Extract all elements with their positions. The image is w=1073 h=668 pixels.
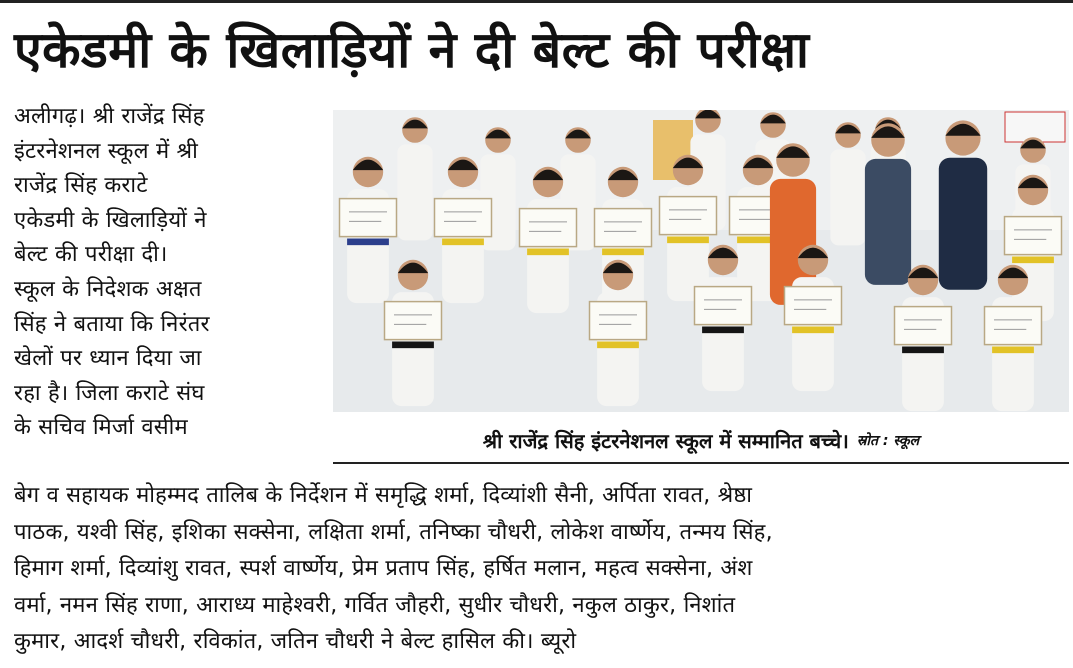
top-rule [0,0,1073,3]
group-photo [333,110,1069,412]
person-body [397,144,432,240]
person-body [939,158,987,290]
certificate [340,199,397,237]
certificate [985,307,1042,345]
belt [442,239,484,246]
body-text [14,478,1064,661]
belt [702,327,744,334]
belt [527,249,569,256]
group-photo-illustration [333,110,1069,412]
intro-line: स्कूल के निदेशक अक्षत [14,276,202,302]
person-body [865,159,911,285]
certificate [595,209,652,247]
intro-line: अलीगढ़। श्री राजेंद्र सिंह [14,104,205,129]
body-line: पाठक, यश्वी सिंह, इशिका सक्सेना, लक्षिता शर्मा, तनिष्का चौधरी, लोकेश वार्ष्णेय, तन्मय सिंह, [14,519,773,545]
intro-line: खेलों पर ध्यान दिया जा [14,346,202,372]
intro-line: एकेडमी के खिलाड़ियों ने [14,207,207,233]
intro-line: के सचिव मिर्जा वसीम [14,415,188,441]
certificate [435,199,492,237]
intro-line: बेल्ट की परीक्षा दी। [14,242,168,268]
person-body [830,149,865,245]
body-line: हिमाग शर्मा, दिव्यांशु रावत, स्पर्श वार्ष्णेय, प्रेम प्रताप सिंह, हर्षित मलान, महत्व सक्सेना, अंश [14,556,753,581]
belt [392,342,434,349]
certificate [385,302,442,340]
certificate [590,302,647,340]
intro-line: सिंह ने बताया कि निरंतर [14,311,210,337]
belt [347,239,389,246]
certificate [520,209,577,247]
belt [602,249,644,256]
body-line: वर्मा, नमन सिंह राणा, आराध्य माहेश्वरी, गर्वित जौहरी, सुधीर चौधरी, नकुल ठाकुर, निशांत [14,592,736,618]
belt [792,327,834,334]
intro-line: राजेंद्र सिंह कराटे [14,173,148,199]
caption-text: श्री राजेंद्र सिंह इंटरनेशनल स्कूल में सम्मानित बच्चे। [482,428,849,453]
certificate [660,197,717,235]
intro-line: रहा है। जिला कराटे संघ [14,380,205,406]
certificate [695,287,752,325]
body-line: कुमार, आदर्श चौधरी, रविकांत, जतिन चौधरी ने बेल्ट हासिल की। ब्यूरो [14,629,577,654]
caption-rule [333,462,1069,464]
caption-source: स्रोत : स्कूल [856,432,920,449]
intro-line: इंटरनेशनल स्कूल में श्री [14,138,198,164]
belt [597,342,639,349]
certificate [1005,217,1062,255]
photo-caption [333,420,1069,460]
belt [992,347,1034,354]
belt [1012,257,1054,264]
certificate [785,287,842,325]
headline: एकेडमी के खिलाड़ियों ने दी बेल्ट की परीक्षा [14,21,810,79]
intro-column [14,100,324,446]
belt [902,347,944,354]
body-line: बेग व सहायक मोहम्मद तालिब के निर्देशन में समृद्धि शर्मा, दिव्यांशी सैनी, अर्पिता रावत, श्रेष्ठा [14,483,753,508]
certificate [895,307,952,345]
belt [667,237,709,244]
